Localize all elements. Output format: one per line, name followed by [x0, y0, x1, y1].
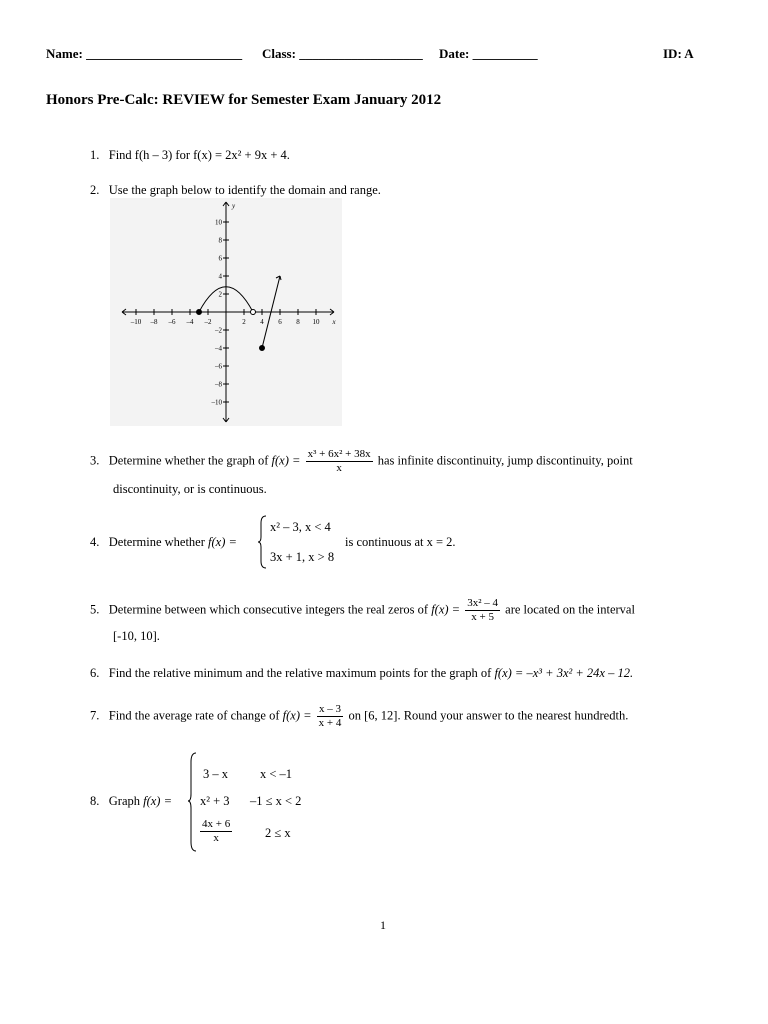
q8-case-2-expr: x² + 3 — [200, 794, 230, 808]
graph-axes — [122, 202, 334, 422]
x-tick-label: 10 — [312, 318, 320, 326]
q7-fraction: $\frac{x - 3}{x + 4}$ — [318, 703, 342, 729]
question-3-line2: discontinuity, or is continuous. — [113, 482, 267, 496]
x-tick-label: –6 — [168, 318, 176, 326]
graph-curves — [197, 276, 282, 351]
q8-case-1-cond: x < –1 — [260, 767, 293, 781]
q8-case-3-num: 4x + 6 — [202, 818, 231, 830]
y-tick-label: 10 — [215, 218, 222, 227]
y-tick-label: 4 — [218, 272, 222, 281]
open-endpoint — [251, 310, 256, 315]
q8-case-1-expr: 3 – x — [203, 767, 228, 781]
y-tick-label: –6 — [215, 362, 222, 371]
x-tick-label: 6 — [278, 318, 282, 326]
q8-case-3-den: x — [213, 832, 219, 844]
question-5: 5. Determine between which consecutive integers the real zeros of f(x) = $\frac{\text{3x² – 4}}{x + 5}$ are located on the interval — [90, 597, 635, 623]
header-id: ID: A — [663, 46, 694, 61]
question-2-text: Use the graph below to identify the domain and range. — [108, 183, 381, 197]
question-4: 4. Determine whether f(x) = — [90, 535, 237, 549]
q5-fraction: $\frac{\text{3x² – 4}}{x + 5}$ — [467, 597, 499, 623]
y-tick-label: –4 — [215, 344, 222, 353]
y-tick-label: 6 — [218, 254, 222, 263]
graph-ticks — [130, 202, 337, 407]
question-4-post: is continuous at x = 2. — [345, 535, 456, 549]
q8-case-2-cond: –1 ≤ x < 2 — [250, 794, 302, 808]
graph-figure — [110, 198, 342, 426]
closed-endpoint — [197, 310, 202, 315]
class-blank[interactable]: ___________________ — [299, 46, 423, 61]
y-axis-label: y — [232, 202, 236, 210]
header-name-label: Name: ________________________ — [46, 46, 243, 61]
page-number: 1 — [380, 918, 386, 932]
q4-case-2: 3x + 1, x > 8 — [270, 550, 335, 564]
page-title: Honors Pre-Calc: REVIEW for Semester Exam January 2012 — [46, 92, 442, 108]
y-tick-label: –10 — [211, 398, 222, 407]
x-axis-label: x — [332, 318, 336, 326]
question-1: 1. Find f(h – 3) for f(x) = 2x² + 9x + 4. — [90, 148, 290, 162]
q4-case-1: x² – 3, x < 4 — [270, 520, 331, 534]
date-blank[interactable]: __________ — [472, 46, 538, 61]
question-7: 7. Find the average rate of change of f(x) = $\frac{x - 3}{x + 4}$ on [6, 12]. Round your answer to the nearest hundredth. — [90, 703, 629, 729]
header-class-label: Class: ___________________ — [262, 46, 423, 61]
q3-fraction: $\frac{\text{x³ + 6x² + 38x}}{x}$ — [307, 448, 371, 474]
q4-brace — [258, 515, 268, 569]
header-date-label: Date: __________ — [439, 46, 538, 61]
y-tick-label: –8 — [215, 380, 222, 389]
x-tick-label: –4 — [186, 318, 194, 326]
question-8: 8. Graph f(x) = — [90, 794, 173, 808]
x-tick-label: –8 — [150, 318, 158, 326]
q8-brace — [188, 752, 198, 852]
x-tick-label: 8 — [296, 318, 300, 326]
closed-endpoint — [260, 346, 265, 351]
y-tick-label: –2 — [215, 326, 222, 335]
question-3: 3. Determine whether the graph of f(x) = $\frac{\text{x³ + 6x² + 38x}}{x}$ has infinite discontinuity, jump discontinuity, point — [90, 448, 633, 474]
x-tick-label: –10 — [130, 318, 142, 326]
x-tick-label: 2 — [242, 318, 246, 326]
y-tick-label: 8 — [218, 236, 222, 245]
q8-case-3-fraction — [198, 818, 234, 845]
name-blank[interactable]: ________________________ — [86, 46, 243, 61]
x-tick-label: 4 — [260, 318, 264, 326]
question-1-text: Find f(h – 3) for f(x) = 2x² + 9x + 4. — [108, 148, 290, 162]
q6-expression: f(x) = –x³ + 3x² + 24x – 12. — [494, 666, 634, 680]
question-6: 6. Find the relative minimum and the relative maximum points for the graph of f(x) = –x³ + 3x² + 24x – 12. — [90, 666, 634, 680]
question-2: 2. Use the graph below to identify the domain and range. — [90, 183, 381, 197]
x-tick-label: –2 — [204, 318, 212, 326]
question-5-line2: [-10, 10]. — [113, 629, 160, 643]
y-tick-label: 2 — [218, 290, 222, 299]
q8-case-3-cond: 2 ≤ x — [265, 826, 291, 840]
segment-arrowhead — [276, 276, 281, 280]
